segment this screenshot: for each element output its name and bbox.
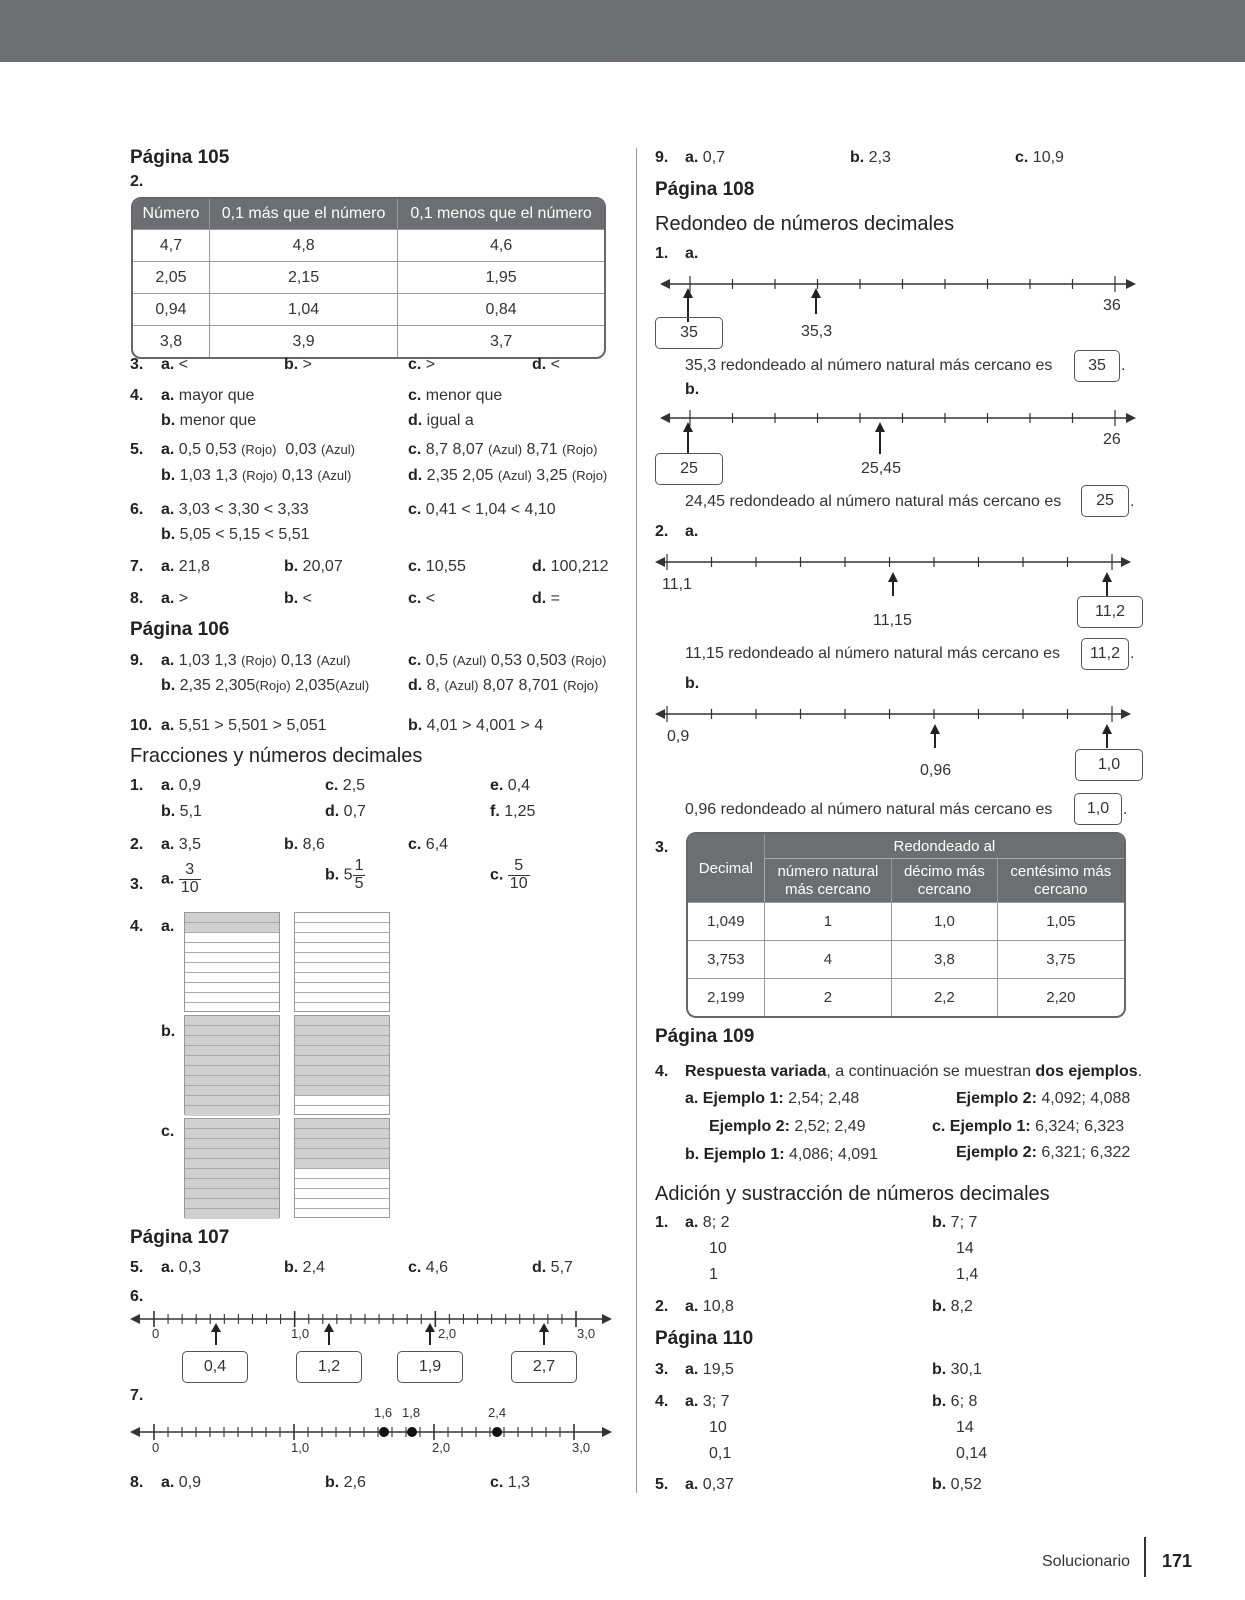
s2-a: a. 10,8 <box>685 1298 734 1315</box>
heading-page-106: Página 106 <box>130 619 230 640</box>
r2-b-label: b. <box>685 675 700 692</box>
q6b-tick-0: 0 <box>152 1326 160 1341</box>
q4-a: a. mayor que <box>161 387 255 404</box>
th-menos: 0,1 menos que el número <box>397 199 604 229</box>
cell: 3,7 <box>397 325 604 357</box>
r4-a-1: a. Ejemplo 1: 2,54; 2,48 <box>685 1090 860 1107</box>
grid-row <box>185 943 279 953</box>
f1-d: d. 0,7 <box>325 803 366 820</box>
q7b-number: 7. <box>130 1387 144 1404</box>
grid-row <box>295 933 389 943</box>
table-row <box>133 325 604 357</box>
q3-b: b. > <box>284 356 313 373</box>
s1-b-3: 1,4 <box>956 1266 979 1283</box>
q9-c: c. 0,5 (Azul) 0,53 0,503 (Rojo) <box>408 652 607 669</box>
cell: 2 <box>764 978 891 1016</box>
r4-c-1: c. Ejemplo 1: 6,324; 6,323 <box>932 1118 1125 1135</box>
q5-a: a. 0,5 0,53 (Rojo) 0,03 (Azul) <box>161 441 355 458</box>
heading-page-109: Página 109 <box>655 1026 755 1047</box>
r2a-start: 11,1 <box>662 576 692 593</box>
th-decimo: décimo más cercano <box>891 859 997 902</box>
q8-b: b. < <box>284 590 313 607</box>
grid-row <box>185 963 279 973</box>
f3-number: 3. <box>130 876 144 893</box>
grid-row <box>185 1159 279 1169</box>
f1-a: a. 0,9 <box>161 777 202 794</box>
q4-d: d. igual a <box>408 412 474 429</box>
q7b-point-2: 1,8 <box>402 1405 421 1420</box>
r2b-start: 0,9 <box>667 728 690 745</box>
r4-a-2: Ejemplo 2: 2,52; 2,49 <box>709 1118 866 1135</box>
table-number-plus-minus <box>131 197 606 359</box>
grid-row <box>185 1199 279 1209</box>
grid-row <box>185 1106 279 1116</box>
q6b-tick-2: 2,0 <box>438 1326 457 1341</box>
heading-page-110: Página 110 <box>655 1328 754 1349</box>
grid-row <box>295 1139 389 1149</box>
grid-row <box>295 973 389 983</box>
q10-number: 10. <box>130 717 153 734</box>
f3-b: b. 5 $\frac{1}{5}$ <box>325 857 364 892</box>
grid-row <box>295 943 389 953</box>
f1-c: c. 2,5 <box>325 777 366 794</box>
grid-row <box>185 1086 279 1096</box>
table-row <box>133 261 604 293</box>
q6b-answer-2: 1,2 <box>296 1351 362 1383</box>
q2-number: 2. <box>130 173 144 190</box>
number-line-r1b <box>660 406 1140 456</box>
q6b-answer-1: 0,4 <box>182 1351 248 1383</box>
r1a-end: 36 <box>1103 297 1121 314</box>
table-row <box>688 940 1124 978</box>
cell: 1 <box>764 902 891 940</box>
grid-row <box>185 1003 279 1013</box>
cell: 4,8 <box>209 229 397 261</box>
grid-row <box>185 1066 279 1076</box>
th-redondeado: Redondeado al <box>764 834 1124 859</box>
q9-d: d. 8, (Azul) 8,07 8,701 (Rojo) <box>408 677 599 694</box>
grid-row <box>185 973 279 983</box>
f4-c-label: c. <box>161 1123 175 1140</box>
grid-row <box>295 1199 389 1209</box>
r4-b-2: Ejemplo 2: 4,092; 4,088 <box>956 1090 1131 1107</box>
q6-number: 6. <box>130 501 144 518</box>
r2b-mid: 0,96 <box>920 762 952 779</box>
cell: 3,75 <box>997 940 1124 978</box>
r1-number: 1. <box>655 245 669 262</box>
s1-a-3: 1 <box>709 1266 718 1283</box>
q3-a: a. < <box>161 356 189 373</box>
s4-b-2: 14 <box>956 1419 974 1436</box>
q3-number: 3. <box>130 356 144 373</box>
r1b-sentence: 24,45 redondeado al número natural más cercano es <box>685 493 1062 510</box>
r1b-end: 26 <box>1103 431 1121 448</box>
r2-number: 2. <box>655 523 669 540</box>
f3-a: a. $\frac{3}{10}$ <box>161 861 199 896</box>
r1a-answer-box: 35 <box>655 317 723 349</box>
s4-number: 4. <box>655 1393 669 1410</box>
grid-row <box>295 1106 389 1116</box>
q4-number: 4. <box>130 387 144 404</box>
r4-number: 4. <box>655 1063 669 1080</box>
r2a-answer-box: 11,2 <box>1077 596 1143 628</box>
q7-c: c. 10,55 <box>408 558 466 575</box>
s2-number: 2. <box>655 1298 669 1315</box>
f2-c: c. 6,4 <box>408 836 449 853</box>
grid-row <box>295 1119 389 1129</box>
grid-row <box>295 1003 389 1013</box>
cell: 3,8 <box>133 325 209 357</box>
q8-a: a. > <box>161 590 189 607</box>
period: . <box>1123 801 1128 818</box>
q6b-answer-3: 1,9 <box>397 1351 463 1383</box>
cell: 1,05 <box>997 902 1124 940</box>
th-numero: Número <box>133 199 209 229</box>
grid-row <box>185 1026 279 1036</box>
q7-a: a. 21,8 <box>161 558 210 575</box>
table-row <box>133 229 604 261</box>
grid-row <box>295 913 389 923</box>
q7-b: b. 20,07 <box>284 558 343 575</box>
grid-row <box>185 1179 279 1189</box>
r1b-mid: 25,45 <box>861 460 902 477</box>
cell: 1,0 <box>891 902 997 940</box>
cell: 0,84 <box>397 293 604 325</box>
grid-row <box>185 913 279 923</box>
fraction-grid <box>294 912 390 1012</box>
r1a-sentence: 35,3 redondeado al número natural más cercano es <box>685 357 1053 374</box>
grid-row <box>295 993 389 1003</box>
cell: 2,2 <box>891 978 997 1016</box>
q6b-number: 6. <box>130 1288 144 1305</box>
grid-row <box>295 1209 389 1219</box>
cell: 1,95 <box>397 261 604 293</box>
heading-page-105: Página 105 <box>130 147 230 168</box>
s3-a: a. 19,5 <box>685 1361 734 1378</box>
f1-number: 1. <box>130 777 144 794</box>
footer-label: Solucionario <box>1042 1553 1131 1570</box>
grid-row <box>185 1096 279 1106</box>
grid-row <box>185 1149 279 1159</box>
grid-row <box>295 963 389 973</box>
grid-row <box>185 1209 279 1219</box>
cell: 4,7 <box>133 229 209 261</box>
th-mas: 0,1 más que el número <box>209 199 397 229</box>
grid-row <box>295 1189 389 1199</box>
r4-b-1: b. Ejemplo 1: 4,086; 4,091 <box>685 1146 878 1163</box>
grid-row <box>295 1016 389 1026</box>
q7-d: d. 100,212 <box>532 558 609 575</box>
header-brush-edge <box>0 44 1245 68</box>
s1-b: b. 7; 7 <box>932 1214 978 1231</box>
f3-c: c. $\frac{5}{10}$ <box>490 857 528 892</box>
rq9-b: b. 2,3 <box>850 149 891 166</box>
r1a-mid: 35,3 <box>801 323 833 340</box>
q9-number: 9. <box>130 652 144 669</box>
q8-d: d. = <box>532 590 561 607</box>
grid-row <box>185 1129 279 1139</box>
rq9-c: c. 10,9 <box>1015 149 1064 166</box>
th-decimal: Decimal <box>688 834 764 902</box>
q5b-number: 5. <box>130 1259 144 1276</box>
fraction-grid <box>184 1015 280 1115</box>
grid-row <box>185 1036 279 1046</box>
r1-b-label: b. <box>685 381 700 398</box>
table-rounding <box>686 832 1126 1018</box>
q7b-tick-0: 0 <box>152 1440 160 1455</box>
fraction-grid <box>184 912 280 1012</box>
r3-number: 3. <box>655 839 669 856</box>
f1-b: b. 5,1 <box>161 803 202 820</box>
grid-row <box>185 923 279 933</box>
page-number: 171 <box>1162 1551 1193 1571</box>
table-row <box>133 293 604 325</box>
grid-row <box>295 1096 389 1106</box>
rq9-a: a. 0,7 <box>685 149 726 166</box>
q5-d: d. 2,35 2,05 (Azul) 3,25 (Rojo) <box>408 467 608 484</box>
s1-a-2: 10 <box>709 1240 727 1257</box>
r2a-sentence: 11,15 redondeado al número natural más cercano es <box>685 645 1061 662</box>
r4-intro: Respuesta variada, a continuación se muestran dos ejemplos. <box>685 1063 1143 1080</box>
table-row <box>688 978 1124 1016</box>
grid-row <box>185 1119 279 1129</box>
cell: 4 <box>764 940 891 978</box>
grid-row <box>295 1036 389 1046</box>
r2b-answer-box: 1,0 <box>1075 749 1143 781</box>
number-line-q6 <box>130 1305 615 1345</box>
grid-row <box>185 1139 279 1149</box>
q8b-c: c. 1,3 <box>490 1474 531 1491</box>
r1b-answer-box: 25 <box>655 453 723 485</box>
s4-b-3: 0,14 <box>956 1445 988 1462</box>
f2-a: a. 3,5 <box>161 836 202 853</box>
q10-a: a. 5,51 > 5,501 > 5,051 <box>161 717 327 734</box>
footer-divider <box>1144 1537 1146 1577</box>
q5b-c: c. 4,6 <box>408 1259 449 1276</box>
q6-c: c. 0,41 < 1,04 < 4,10 <box>408 501 556 518</box>
heading-page-108: Página 108 <box>655 179 755 200</box>
grid-row <box>185 953 279 963</box>
q10-b: b. 4,01 > 4,001 > 4 <box>408 717 544 734</box>
s4-a: a. 3; 7 <box>685 1393 730 1410</box>
fraction-grid <box>294 1118 390 1218</box>
q6-a: a. 3,03 < 3,30 < 3,33 <box>161 501 309 518</box>
r1b-result-box: 25 <box>1081 485 1129 517</box>
s4-b: b. 6; 8 <box>932 1393 978 1410</box>
column-divider <box>636 148 637 1493</box>
period: . <box>1121 357 1126 374</box>
cell: 1,049 <box>688 902 764 940</box>
r2a-result-box: 11,2 <box>1081 638 1129 670</box>
s4-a-3: 0,1 <box>709 1445 732 1462</box>
s2-b: b. 8,2 <box>932 1298 973 1315</box>
section-fracciones: Fracciones y números decimales <box>130 745 423 767</box>
q6b-tick-1: 1,0 <box>291 1326 310 1341</box>
grid-row <box>295 1056 389 1066</box>
r2a-mid: 11,15 <box>873 612 912 629</box>
cell: 3,8 <box>891 940 997 978</box>
s1-a: a. 8; 2 <box>685 1214 730 1231</box>
q8b-b: b. 2,6 <box>325 1474 366 1491</box>
s3-number: 3. <box>655 1361 669 1378</box>
number-line-q7 <box>130 1422 615 1446</box>
q6b-tick-3: 3,0 <box>577 1326 596 1341</box>
q6b-answer-4: 2,7 <box>511 1351 577 1383</box>
period: . <box>1130 493 1135 510</box>
q5b-d: d. 5,7 <box>532 1259 573 1276</box>
grid-row <box>295 1159 389 1169</box>
grid-row <box>185 993 279 1003</box>
cell: 0,94 <box>133 293 209 325</box>
grid-row <box>295 1149 389 1159</box>
grid-row <box>295 953 389 963</box>
q5-b: b. 1,03 1,3 (Rojo) 0,13 (Azul) <box>161 467 352 484</box>
q8-c: c. < <box>408 590 436 607</box>
number-line-r1a <box>660 272 1140 322</box>
q5b-b: b. 2,4 <box>284 1259 325 1276</box>
q9-a: a. 1,03 1,3 (Rojo) 0,13 (Azul) <box>161 652 351 669</box>
section-adicion: Adición y sustracción de números decimales <box>655 1183 1050 1205</box>
r4-c-2: Ejemplo 2: 6,321; 6,322 <box>956 1144 1131 1161</box>
q5b-a: a. 0,3 <box>161 1259 202 1276</box>
grid-row <box>295 1076 389 1086</box>
grid-row <box>185 1016 279 1026</box>
cell: 3,9 <box>209 325 397 357</box>
f2-number: 2. <box>130 836 144 853</box>
cell: 4,6 <box>397 229 604 261</box>
f4-number: 4. <box>130 918 144 935</box>
th-natural: número natural más cercano <box>764 859 891 902</box>
q7b-tick-2: 2,0 <box>432 1440 451 1455</box>
s1-number: 1. <box>655 1214 669 1231</box>
grid-row <box>295 923 389 933</box>
q8-number: 8. <box>130 590 144 607</box>
f2-b: b. 8,6 <box>284 836 325 853</box>
r2b-result-box: 1,0 <box>1074 793 1122 825</box>
q3-c: c. > <box>408 356 436 373</box>
cell: 3,753 <box>688 940 764 978</box>
grid-row <box>185 933 279 943</box>
grid-row <box>295 1046 389 1056</box>
cell: 2,199 <box>688 978 764 1016</box>
s3-b: b. 30,1 <box>932 1361 982 1378</box>
grid-row <box>295 1086 389 1096</box>
q3-d: d. < <box>532 356 561 373</box>
grid-row <box>295 1169 389 1179</box>
grid-row <box>185 1046 279 1056</box>
fraction-grid <box>294 1015 390 1115</box>
grid-row <box>295 1179 389 1189</box>
f4-a-label: a. <box>161 918 175 935</box>
rq9-number: 9. <box>655 149 669 166</box>
number-line-r2b <box>655 702 1135 748</box>
grid-row <box>295 1129 389 1139</box>
q7b-tick-1: 1,0 <box>291 1440 310 1455</box>
r2b-sentence: 0,96 redondeado al número natural más cercano es <box>685 801 1053 818</box>
q8b-a: a. 0,9 <box>161 1474 202 1491</box>
q4-b: b. menor que <box>161 412 257 429</box>
fraction-grid <box>184 1118 280 1218</box>
q7-number: 7. <box>130 558 144 575</box>
r2-a-label: a. <box>685 523 699 540</box>
table-row <box>688 902 1124 940</box>
f4-b-label: b. <box>161 1023 176 1040</box>
q8b-number: 8. <box>130 1474 144 1491</box>
q7b-tick-3: 3,0 <box>572 1440 591 1455</box>
q5-c: c. 8,7 8,07 (Azul) 8,71 (Rojo) <box>408 441 598 458</box>
cell: 2,15 <box>209 261 397 293</box>
grid-row <box>295 1026 389 1036</box>
q7b-point-3: 2,4 <box>488 1405 507 1420</box>
s5-number: 5. <box>655 1476 669 1493</box>
grid-row <box>295 983 389 993</box>
r1-a-label: a. <box>685 245 699 262</box>
cell: 2,05 <box>133 261 209 293</box>
grid-row <box>185 1076 279 1086</box>
s5-a: a. 0,37 <box>685 1476 734 1493</box>
period: . <box>1130 645 1135 662</box>
th-centesimo: centésimo más cercano <box>997 859 1124 902</box>
grid-row <box>185 983 279 993</box>
q6-b: b. 5,05 < 5,15 < 5,51 <box>161 526 310 543</box>
grid-row <box>185 1169 279 1179</box>
q5-number: 5. <box>130 441 144 458</box>
q7b-point-1: 1,6 <box>374 1405 393 1420</box>
heading-page-107: Página 107 <box>130 1227 230 1248</box>
q9-b: b. 2,35 2,305(Rojo) 2,035(Azul) <box>161 677 370 694</box>
q4-c: c. menor que <box>408 387 503 404</box>
section-redondeo: Redondeo de números decimales <box>655 213 955 235</box>
s4-a-2: 10 <box>709 1419 727 1436</box>
r1a-result-box: 35 <box>1074 350 1120 382</box>
s5-b: b. 0,52 <box>932 1476 982 1493</box>
cell: 2,20 <box>997 978 1124 1016</box>
cell: 1,04 <box>209 293 397 325</box>
f1-f: f. 1,25 <box>490 803 536 820</box>
s1-b-2: 14 <box>956 1240 974 1257</box>
number-line-r2a <box>655 550 1135 596</box>
f1-e: e. 0,4 <box>490 777 531 794</box>
grid-row <box>295 1066 389 1076</box>
grid-row <box>185 1056 279 1066</box>
grid-row <box>185 1189 279 1199</box>
